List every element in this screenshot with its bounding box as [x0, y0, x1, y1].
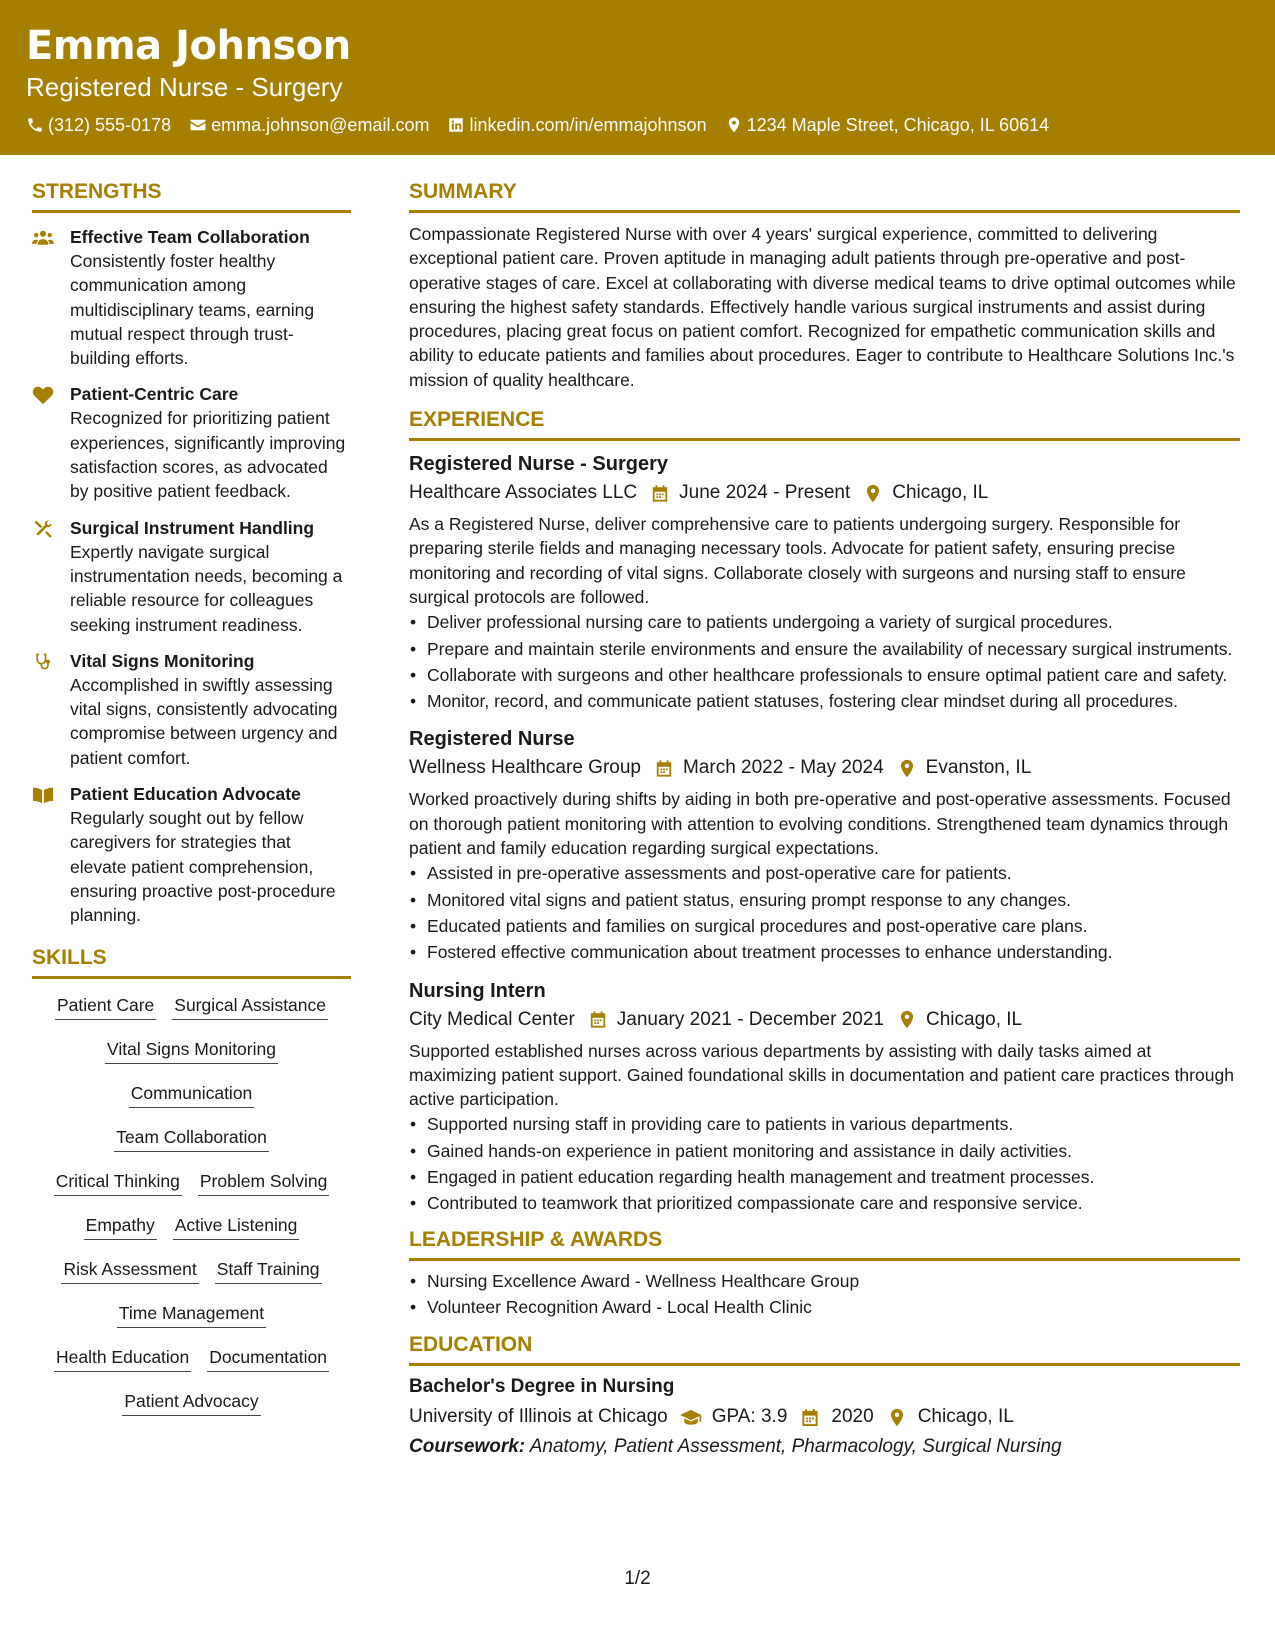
list-item: • Assisted in pre-operative assessments and post-operative care for patients.: [409, 861, 1240, 885]
skill-row: [32, 1345, 351, 1372]
strength-item: [32, 225, 351, 370]
skill-tag: Patient Care: [55, 993, 156, 1020]
contact-phone[interactable]: [26, 113, 171, 137]
map-pin-icon: [886, 1408, 908, 1427]
strength-desc: Regularly sought out by fellow caregivers for strategies that elevate patient comprehension, ensuring proactive post-procedure planning.: [70, 808, 336, 926]
job-bullets: [409, 610, 1240, 713]
list-item: • Monitored vital signs and patient status, ensuring prompt response to any changes.: [409, 888, 1240, 912]
map-pin-icon: [725, 116, 743, 134]
calendar-icon: [651, 484, 669, 503]
strength-title: Effective Team Collaboration: [70, 227, 310, 247]
strength-desc: Expertly navigate surgical instrumentation needs, becoming a reliable resource for colleagues seeking instrument readiness.: [70, 541, 343, 635]
graduation-cap-icon: [680, 1408, 702, 1427]
strength-desc: Accomplished in swiftly assessing vital signs, consistently advocating compromise between urgency and patient comfort.: [70, 674, 338, 768]
coursework-text: Anatomy, Patient Assessment, Pharmacology, Surgical Nursing: [529, 1436, 1062, 1458]
skill-tag: Communication: [129, 1081, 255, 1108]
skill-tag: Critical Thinking: [54, 1169, 182, 1196]
contact-address: [725, 113, 1050, 137]
strength-item: [32, 782, 351, 927]
leadership-heading: LEADERSHIP & AWARDS: [409, 1226, 1240, 1261]
skill-tag: Risk Assessment: [61, 1257, 198, 1284]
job-description: Supported established nurses across various departments by assisting with daily tasks aimed at maximizing patient support. Gained foundational skills in documentation and patient care practices through active participation.: [409, 1040, 1234, 1110]
phone-icon: [26, 116, 44, 134]
skill-tag: Problem Solving: [198, 1169, 329, 1196]
education-gpa: GPA: 3.9: [711, 1406, 788, 1428]
skill-tag: Patient Advocacy: [122, 1389, 260, 1416]
address-text: 1234 Maple Street, Chicago, IL 60614: [746, 115, 1050, 135]
envelope-icon: [189, 116, 207, 134]
skill-row: [32, 1037, 351, 1064]
skill-tag: Time Management: [117, 1301, 266, 1328]
list-item: • Collaborate with surgeons and other healthcare professionals to ensure optimal patient care and safety.: [409, 663, 1240, 687]
job-dates: June 2024 - Present: [679, 482, 851, 504]
job-dates: January 2021 - December 2021: [616, 1008, 884, 1030]
list-item: • Monitor, record, and communicate patient statuses, fostering clear mindset during all procedures.: [409, 689, 1240, 713]
list-item: • Deliver professional nursing care to patients undergoing a variety of surgical procedures.: [409, 610, 1240, 634]
job-entry: [409, 450, 1240, 713]
calendar-icon: [589, 1010, 607, 1029]
strength-item: [32, 649, 351, 770]
job-title: Registered Nurse - Surgery: [409, 453, 668, 476]
experience-heading: EXPERIENCE: [409, 406, 1240, 441]
skill-tag: Team Collaboration: [114, 1125, 269, 1152]
job-description: As a Registered Nurse, deliver comprehensive care to patients undergoing surgery. Responsible for preparing sterile fields and managing necessary tools. Advocate for patient safety, ensuring precise monitoring and recording of vital signs. Collaborate closely with surgeons and nursing staff to ensure surgical protocols are followed.: [409, 514, 1186, 607]
skill-tag: Empathy: [84, 1213, 157, 1240]
resume-header: [0, 0, 1275, 155]
skill-tag: Surgical Assistance: [172, 993, 328, 1020]
left-column: [32, 178, 351, 1433]
skill-tag: Vital Signs Monitoring: [105, 1037, 278, 1064]
skill-tag: Staff Training: [215, 1257, 322, 1284]
candidate-title: Registered Nurse - Surgery: [26, 72, 343, 102]
strength-title: Surgical Instrument Handling: [70, 517, 315, 538]
linkedin-text: linkedin.com/in/emmajohnson: [469, 115, 707, 135]
job-company: Wellness Healthcare Group: [409, 757, 641, 779]
list-item: • Volunteer Recognition Award - Local Health Clinic: [409, 1295, 1240, 1319]
job-location: Chicago, IL: [926, 1008, 1023, 1030]
skill-row: [32, 993, 351, 1020]
summary-text: Compassionate Registered Nurse with over 4 years' surgical experience, committed to delivering exceptional patient care. Proven aptitude in managing adult patients through pre-operative and post-operative stages of care. Excel at collaborating with diverse medical teams to drive optimal outcomes while ensuring the highest safety standards. Effectively handle various surgical instruments and assist during procedures, placing great focus on patient comfort. Recognized for empathetic communication skills and ability to educate patients and families about procedures. Eager to contribute to Healthcare Solutions Inc.'s mission of quality healthcare.: [409, 224, 1236, 390]
heart-icon: [32, 385, 54, 405]
job-title: Registered Nurse: [409, 728, 575, 751]
list-item: • Gained hands-on experience in patient monitoring and assistance in daily activities.: [409, 1139, 1240, 1163]
leadership-list: [409, 1269, 1240, 1320]
skill-row: [32, 1081, 351, 1108]
list-item: • Engaged in patient education regarding health management and treatment processes.: [409, 1165, 1240, 1189]
education-school: University of Illinois at Chicago: [409, 1406, 668, 1428]
summary-heading: SUMMARY: [409, 178, 1240, 213]
education-meta: [409, 1403, 1240, 1431]
map-pin-icon: [898, 759, 916, 778]
contact-bar: [26, 113, 1249, 137]
tools-icon: [32, 519, 54, 539]
calendar-icon: [799, 1408, 821, 1427]
map-pin-icon: [864, 484, 882, 503]
job-bullets: [409, 861, 1240, 964]
phone-text: (312) 555-0178: [48, 115, 172, 135]
education-degree: Bachelor's Degree in Nursing: [409, 1376, 675, 1398]
strength-title: Vital Signs Monitoring: [70, 650, 255, 671]
strength-item: [32, 516, 351, 637]
email-text: emma.johnson@email.com: [211, 115, 430, 135]
list-item: • Contributed to teamwork that prioritized compassionate care and responsive service.: [409, 1191, 1240, 1215]
skills-heading: SKILLS: [32, 944, 351, 979]
job-location: Evanston, IL: [925, 757, 1032, 779]
education-coursework: [409, 1433, 1240, 1461]
skill-row: [32, 1301, 351, 1328]
skill-row: [32, 1257, 351, 1284]
contact-linkedin[interactable]: [447, 113, 706, 137]
job-entry: [409, 977, 1240, 1216]
calendar-icon: [655, 759, 673, 778]
coursework-label: Coursework:: [409, 1436, 526, 1458]
strengths-list: [32, 225, 351, 928]
job-entry: [409, 725, 1240, 964]
skills-list: [32, 993, 351, 1433]
list-item: • Educated patients and families on surgical procedures and post-operative care plans.: [409, 914, 1240, 938]
skill-row: [32, 1169, 351, 1196]
right-column: [409, 178, 1240, 1461]
list-item: • Supported nursing staff in providing care to patients in various departments.: [409, 1112, 1240, 1136]
skill-tag: Documentation: [207, 1345, 329, 1372]
contact-email[interactable]: [189, 113, 429, 137]
map-pin-icon: [898, 1010, 916, 1029]
job-title: Nursing Intern: [409, 979, 546, 1002]
job-description: Worked proactively during shifts by aiding in both pre-operative and post-operative assessments. Focused on thorough patient monitoring with attention to evolving conditions. Strengthened team dynamics through patient and family education regarding surgical expectations.: [409, 789, 1231, 859]
stethoscope-icon: [32, 652, 54, 672]
education-heading: EDUCATION: [409, 1331, 1240, 1366]
skill-row: [32, 1389, 351, 1416]
job-meta: [409, 1006, 1240, 1034]
job-location: Chicago, IL: [892, 482, 989, 504]
job-bullets: [409, 1112, 1240, 1215]
job-meta: [409, 754, 1240, 782]
linkedin-icon: [447, 116, 465, 134]
book-icon: [32, 785, 54, 805]
list-item: • Nursing Excellence Award - Wellness Healthcare Group: [409, 1269, 1240, 1293]
candidate-name: Emma Johnson: [26, 23, 351, 69]
strengths-heading: STRENGTHS: [32, 178, 351, 213]
job-dates: March 2022 - May 2024: [682, 757, 884, 779]
skill-row: [32, 1125, 351, 1152]
job-company: Healthcare Associates LLC: [409, 482, 638, 504]
education-year: 2020: [831, 1406, 874, 1428]
job-company: City Medical Center: [409, 1008, 575, 1030]
education-location: Chicago, IL: [917, 1406, 1014, 1428]
page-number: 1/2: [624, 1568, 651, 1589]
list-item: • Prepare and maintain sterile environments and ensure the availability of necessary surgical instruments.: [409, 637, 1240, 661]
users-icon: [32, 228, 54, 248]
skill-tag: Active Listening: [173, 1213, 300, 1240]
skill-tag: Health Education: [54, 1345, 191, 1372]
strength-title: Patient Education Advocate: [70, 784, 301, 805]
strength-desc: Consistently foster healthy communication among multidisciplinary teams, earning mutual respect through trust-building efforts.: [70, 251, 315, 369]
list-item: • Fostered effective communication about treatment processes to enhance understanding.: [409, 940, 1240, 964]
strength-item: [32, 382, 351, 503]
strength-desc: Recognized for prioritizing patient experiences, significantly improving satisfaction scores, as advocated by positive patient feedback.: [70, 408, 346, 502]
strength-title: Patient-Centric Care: [70, 384, 239, 405]
job-meta: [409, 479, 1240, 507]
skill-row: [32, 1213, 351, 1240]
